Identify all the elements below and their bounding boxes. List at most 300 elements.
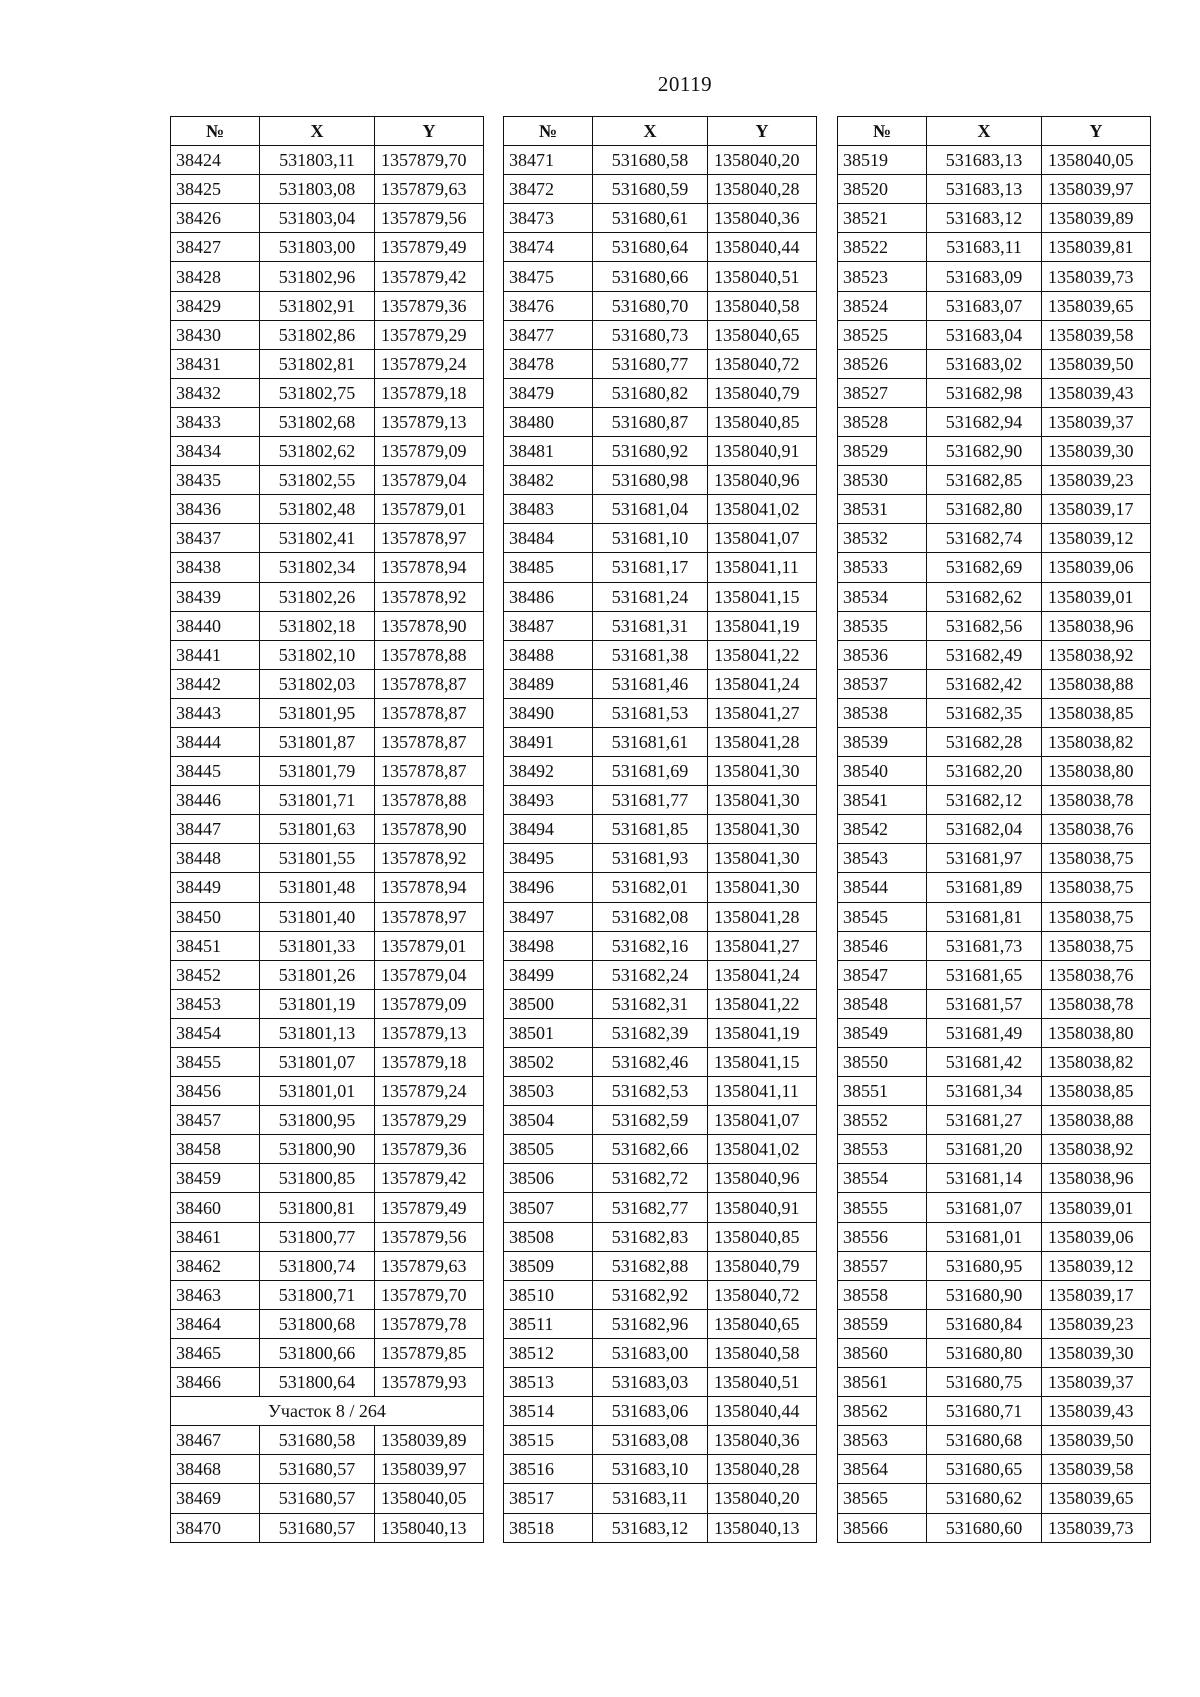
point-number-cell: 38490 <box>504 698 593 727</box>
table-row <box>504 524 817 553</box>
x-coordinate-cell: 531681,38 <box>593 640 708 669</box>
y-coordinate-cell: 1358040,72 <box>708 1280 817 1309</box>
y-coordinate-cell: 1357878,92 <box>375 582 484 611</box>
y-coordinate-cell: 1358039,73 <box>1042 1513 1151 1542</box>
table-row <box>838 437 1151 466</box>
y-coordinate-cell: 1358041,15 <box>708 1048 817 1077</box>
table-row <box>171 669 484 698</box>
y-coordinate-cell: 1358041,28 <box>708 902 817 931</box>
y-coordinate-cell: 1357878,87 <box>375 727 484 756</box>
table-row <box>838 1309 1151 1338</box>
point-number-cell: 38518 <box>504 1513 593 1542</box>
x-coordinate-cell: 531680,58 <box>593 146 708 175</box>
x-coordinate-cell: 531801,07 <box>260 1048 375 1077</box>
y-coordinate-cell: 1357878,90 <box>375 815 484 844</box>
table-row <box>504 1309 817 1338</box>
point-number-cell: 38532 <box>838 524 927 553</box>
point-number-cell: 38556 <box>838 1222 927 1251</box>
table-row <box>838 553 1151 582</box>
x-coordinate-cell: 531680,70 <box>593 291 708 320</box>
point-number-cell: 38481 <box>504 437 593 466</box>
point-number-cell: 38536 <box>838 640 927 669</box>
y-coordinate-cell: 1358040,91 <box>708 1193 817 1222</box>
y-coordinate-cell: 1357879,49 <box>375 1193 484 1222</box>
point-number-cell: 38467 <box>171 1426 260 1455</box>
point-number-cell: 38465 <box>171 1338 260 1367</box>
x-coordinate-cell: 531681,01 <box>927 1222 1042 1251</box>
point-number-cell: 38566 <box>838 1513 927 1542</box>
y-coordinate-cell: 1358039,30 <box>1042 437 1151 466</box>
y-coordinate-cell: 1358039,17 <box>1042 495 1151 524</box>
table-row <box>838 291 1151 320</box>
column-header-y: Y <box>708 117 817 146</box>
y-coordinate-cell: 1357879,78 <box>375 1309 484 1338</box>
table-row <box>504 1426 817 1455</box>
x-coordinate-cell: 531683,09 <box>927 262 1042 291</box>
y-coordinate-cell: 1358038,78 <box>1042 989 1151 1018</box>
y-coordinate-cell: 1357879,29 <box>375 1106 484 1135</box>
table-row <box>171 1164 484 1193</box>
point-number-cell: 38440 <box>171 611 260 640</box>
x-coordinate-cell: 531681,07 <box>927 1193 1042 1222</box>
y-coordinate-cell: 1358039,97 <box>375 1455 484 1484</box>
x-coordinate-cell: 531680,71 <box>927 1397 1042 1426</box>
x-coordinate-cell: 531680,95 <box>927 1251 1042 1280</box>
point-number-cell: 38526 <box>838 349 927 378</box>
x-coordinate-cell: 531802,41 <box>260 524 375 553</box>
point-number-cell: 38512 <box>504 1338 593 1367</box>
x-coordinate-cell: 531801,71 <box>260 786 375 815</box>
y-coordinate-cell: 1358040,58 <box>708 1338 817 1367</box>
point-number-cell: 38509 <box>504 1251 593 1280</box>
point-number-cell: 38555 <box>838 1193 927 1222</box>
table-row <box>838 524 1151 553</box>
point-number-cell: 38456 <box>171 1077 260 1106</box>
point-number-cell: 38511 <box>504 1309 593 1338</box>
table-row <box>504 902 817 931</box>
table-row <box>504 873 817 902</box>
x-coordinate-cell: 531801,79 <box>260 757 375 786</box>
x-coordinate-cell: 531682,24 <box>593 960 708 989</box>
x-coordinate-cell: 531680,92 <box>593 437 708 466</box>
y-coordinate-cell: 1358040,44 <box>708 1397 817 1426</box>
point-number-cell: 38492 <box>504 757 593 786</box>
x-coordinate-cell: 531682,96 <box>593 1309 708 1338</box>
y-coordinate-cell: 1358038,88 <box>1042 1106 1151 1135</box>
y-coordinate-cell: 1358039,50 <box>1042 349 1151 378</box>
y-coordinate-cell: 1357878,88 <box>375 786 484 815</box>
table-row <box>838 466 1151 495</box>
x-coordinate-cell: 531681,46 <box>593 669 708 698</box>
point-number-cell: 38507 <box>504 1193 593 1222</box>
x-coordinate-cell: 531680,87 <box>593 407 708 436</box>
x-coordinate-cell: 531802,18 <box>260 611 375 640</box>
point-number-cell: 38487 <box>504 611 593 640</box>
y-coordinate-cell: 1357879,63 <box>375 175 484 204</box>
table-row <box>171 320 484 349</box>
x-coordinate-cell: 531680,75 <box>927 1368 1042 1397</box>
table-row <box>504 582 817 611</box>
point-number-cell: 38460 <box>171 1193 260 1222</box>
table-row <box>504 1368 817 1397</box>
y-coordinate-cell: 1357879,24 <box>375 349 484 378</box>
x-coordinate-cell: 531680,98 <box>593 466 708 495</box>
point-number-cell: 38461 <box>171 1222 260 1251</box>
table-row <box>838 727 1151 756</box>
point-number-cell: 38540 <box>838 757 927 786</box>
table-row <box>171 524 484 553</box>
x-coordinate-cell: 531801,55 <box>260 844 375 873</box>
y-coordinate-cell: 1358040,05 <box>375 1484 484 1513</box>
table-row <box>504 1018 817 1047</box>
table-row <box>838 1368 1151 1397</box>
point-number-cell: 38502 <box>504 1048 593 1077</box>
table-row <box>504 1251 817 1280</box>
y-coordinate-cell: 1357879,01 <box>375 495 484 524</box>
x-coordinate-cell: 531683,13 <box>927 146 1042 175</box>
table-row <box>838 1077 1151 1106</box>
x-coordinate-cell: 531682,62 <box>927 582 1042 611</box>
y-coordinate-cell: 1357878,90 <box>375 611 484 640</box>
point-number-cell: 38548 <box>838 989 927 1018</box>
x-coordinate-cell: 531682,01 <box>593 873 708 902</box>
table-row <box>838 582 1151 611</box>
column-header-number: № <box>504 117 593 146</box>
y-coordinate-cell: 1358038,92 <box>1042 1135 1151 1164</box>
x-coordinate-cell: 531680,84 <box>927 1309 1042 1338</box>
y-coordinate-cell: 1357879,36 <box>375 291 484 320</box>
x-coordinate-cell: 531683,10 <box>593 1455 708 1484</box>
table-row <box>504 1397 817 1426</box>
y-coordinate-cell: 1358039,01 <box>1042 582 1151 611</box>
table-row <box>171 1338 484 1367</box>
point-number-cell: 38539 <box>838 727 927 756</box>
point-number-cell: 38457 <box>171 1106 260 1135</box>
point-number-cell: 38438 <box>171 553 260 582</box>
y-coordinate-cell: 1358041,27 <box>708 698 817 727</box>
x-coordinate-cell: 531682,80 <box>927 495 1042 524</box>
table-row <box>171 611 484 640</box>
x-coordinate-cell: 531682,94 <box>927 407 1042 436</box>
y-coordinate-cell: 1357879,04 <box>375 466 484 495</box>
point-number-cell: 38553 <box>838 1135 927 1164</box>
table-row <box>838 1455 1151 1484</box>
y-coordinate-cell: 1358039,97 <box>1042 175 1151 204</box>
point-number-cell: 38454 <box>171 1018 260 1047</box>
x-coordinate-cell: 531802,03 <box>260 669 375 698</box>
y-coordinate-cell: 1358038,76 <box>1042 815 1151 844</box>
x-coordinate-cell: 531682,12 <box>927 786 1042 815</box>
point-number-cell: 38546 <box>838 931 927 960</box>
x-coordinate-cell: 531682,85 <box>927 466 1042 495</box>
header-row <box>171 117 484 146</box>
x-coordinate-cell: 531801,13 <box>260 1018 375 1047</box>
y-coordinate-cell: 1358041,02 <box>708 1135 817 1164</box>
y-coordinate-cell: 1358039,06 <box>1042 1222 1151 1251</box>
x-coordinate-cell: 531681,73 <box>927 931 1042 960</box>
point-number-cell: 38559 <box>838 1309 927 1338</box>
table-row <box>504 757 817 786</box>
x-coordinate-cell: 531680,59 <box>593 175 708 204</box>
table-row <box>171 407 484 436</box>
point-number-cell: 38543 <box>838 844 927 873</box>
y-coordinate-cell: 1357879,85 <box>375 1338 484 1367</box>
table-row <box>838 1397 1151 1426</box>
y-coordinate-cell: 1358041,02 <box>708 495 817 524</box>
table-row <box>838 815 1151 844</box>
y-coordinate-cell: 1358038,75 <box>1042 902 1151 931</box>
y-coordinate-cell: 1358040,13 <box>708 1513 817 1542</box>
point-number-cell: 38473 <box>504 204 593 233</box>
table-row <box>504 1338 817 1367</box>
point-number-cell: 38562 <box>838 1397 927 1426</box>
point-number-cell: 38485 <box>504 553 593 582</box>
table-row <box>171 378 484 407</box>
y-coordinate-cell: 1357879,70 <box>375 1280 484 1309</box>
point-number-cell: 38424 <box>171 146 260 175</box>
table-row <box>838 931 1151 960</box>
point-number-cell: 38496 <box>504 873 593 902</box>
table-row <box>504 727 817 756</box>
x-coordinate-cell: 531680,58 <box>260 1426 375 1455</box>
point-number-cell: 38470 <box>171 1513 260 1542</box>
x-coordinate-cell: 531680,73 <box>593 320 708 349</box>
y-coordinate-cell: 1357879,42 <box>375 1164 484 1193</box>
y-coordinate-cell: 1358040,72 <box>708 349 817 378</box>
point-number-cell: 38493 <box>504 786 593 815</box>
table-row <box>838 407 1151 436</box>
point-number-cell: 38469 <box>171 1484 260 1513</box>
point-number-cell: 38552 <box>838 1106 927 1135</box>
column-header-y: Y <box>1042 117 1151 146</box>
x-coordinate-cell: 531682,98 <box>927 378 1042 407</box>
x-coordinate-cell: 531681,89 <box>927 873 1042 902</box>
x-coordinate-cell: 531681,65 <box>927 960 1042 989</box>
point-number-cell: 38510 <box>504 1280 593 1309</box>
x-coordinate-cell: 531802,55 <box>260 466 375 495</box>
x-coordinate-cell: 531680,77 <box>593 349 708 378</box>
point-number-cell: 38484 <box>504 524 593 553</box>
y-coordinate-cell: 1357879,70 <box>375 146 484 175</box>
x-coordinate-cell: 531683,08 <box>593 1426 708 1455</box>
point-number-cell: 38479 <box>504 378 593 407</box>
y-coordinate-cell: 1358038,82 <box>1042 1048 1151 1077</box>
y-coordinate-cell: 1358041,15 <box>708 582 817 611</box>
point-number-cell: 38500 <box>504 989 593 1018</box>
point-number-cell: 38520 <box>838 175 927 204</box>
x-coordinate-cell: 531682,74 <box>927 524 1042 553</box>
column-header-y: Y <box>375 117 484 146</box>
y-coordinate-cell: 1357878,87 <box>375 698 484 727</box>
y-coordinate-cell: 1358041,24 <box>708 960 817 989</box>
table-row <box>171 349 484 378</box>
point-number-cell: 38430 <box>171 320 260 349</box>
table-row <box>838 146 1151 175</box>
table-row <box>171 553 484 582</box>
section-label: Участок 8 / 264 <box>171 1397 484 1426</box>
point-number-cell: 38516 <box>504 1455 593 1484</box>
x-coordinate-cell: 531803,08 <box>260 175 375 204</box>
point-number-cell: 38447 <box>171 815 260 844</box>
table-row <box>838 495 1151 524</box>
point-number-cell: 38544 <box>838 873 927 902</box>
point-number-cell: 38521 <box>838 204 927 233</box>
coordinates-table-3 <box>837 116 1151 1543</box>
x-coordinate-cell: 531800,68 <box>260 1309 375 1338</box>
x-coordinate-cell: 531681,42 <box>927 1048 1042 1077</box>
table-row <box>504 320 817 349</box>
y-coordinate-cell: 1358039,58 <box>1042 320 1151 349</box>
y-coordinate-cell: 1357879,42 <box>375 262 484 291</box>
x-coordinate-cell: 531681,10 <box>593 524 708 553</box>
table-row <box>838 1048 1151 1077</box>
y-coordinate-cell: 1358039,30 <box>1042 1338 1151 1367</box>
x-coordinate-cell: 531682,90 <box>927 437 1042 466</box>
y-coordinate-cell: 1358041,22 <box>708 640 817 669</box>
table-row <box>504 1048 817 1077</box>
point-number-cell: 38458 <box>171 1135 260 1164</box>
point-number-cell: 38445 <box>171 757 260 786</box>
table-row <box>504 1077 817 1106</box>
point-number-cell: 38537 <box>838 669 927 698</box>
y-coordinate-cell: 1358038,88 <box>1042 669 1151 698</box>
point-number-cell: 38514 <box>504 1397 593 1426</box>
x-coordinate-cell: 531680,57 <box>260 1484 375 1513</box>
x-coordinate-cell: 531802,96 <box>260 262 375 291</box>
table-row <box>171 1484 484 1513</box>
y-coordinate-cell: 1358038,80 <box>1042 757 1151 786</box>
x-coordinate-cell: 531682,20 <box>927 757 1042 786</box>
x-coordinate-cell: 531802,34 <box>260 553 375 582</box>
x-coordinate-cell: 531681,20 <box>927 1135 1042 1164</box>
table-row <box>838 960 1151 989</box>
point-number-cell: 38463 <box>171 1280 260 1309</box>
x-coordinate-cell: 531682,92 <box>593 1280 708 1309</box>
x-coordinate-cell: 531802,91 <box>260 291 375 320</box>
table-row <box>504 553 817 582</box>
table-row <box>171 262 484 291</box>
y-coordinate-cell: 1358040,51 <box>708 262 817 291</box>
table-row <box>171 757 484 786</box>
point-number-cell: 38476 <box>504 291 593 320</box>
table-row <box>171 1426 484 1455</box>
column-header-number: № <box>171 117 260 146</box>
x-coordinate-cell: 531802,81 <box>260 349 375 378</box>
y-coordinate-cell: 1358039,43 <box>1042 378 1151 407</box>
x-coordinate-cell: 531800,74 <box>260 1251 375 1280</box>
x-coordinate-cell: 531680,62 <box>927 1484 1042 1513</box>
y-coordinate-cell: 1358041,30 <box>708 815 817 844</box>
x-coordinate-cell: 531801,19 <box>260 989 375 1018</box>
table-row <box>504 815 817 844</box>
point-number-cell: 38442 <box>171 669 260 698</box>
point-number-cell: 38455 <box>171 1048 260 1077</box>
point-number-cell: 38503 <box>504 1077 593 1106</box>
x-coordinate-cell: 531682,56 <box>927 611 1042 640</box>
table-row <box>171 495 484 524</box>
header-row <box>838 117 1151 146</box>
x-coordinate-cell: 531682,69 <box>927 553 1042 582</box>
point-number-cell: 38443 <box>171 698 260 727</box>
point-number-cell: 38450 <box>171 902 260 931</box>
point-number-cell: 38515 <box>504 1426 593 1455</box>
y-coordinate-cell: 1358039,50 <box>1042 1426 1151 1455</box>
y-coordinate-cell: 1358041,07 <box>708 1106 817 1135</box>
x-coordinate-cell: 531682,72 <box>593 1164 708 1193</box>
x-coordinate-cell: 531800,95 <box>260 1106 375 1135</box>
point-number-cell: 38462 <box>171 1251 260 1280</box>
point-number-cell: 38468 <box>171 1455 260 1484</box>
table-row <box>171 437 484 466</box>
point-number-cell: 38439 <box>171 582 260 611</box>
point-number-cell: 38534 <box>838 582 927 611</box>
point-number-cell: 38475 <box>504 262 593 291</box>
table-row <box>171 582 484 611</box>
point-number-cell: 38531 <box>838 495 927 524</box>
x-coordinate-cell: 531681,53 <box>593 698 708 727</box>
table-row <box>504 1455 817 1484</box>
y-coordinate-cell: 1358039,17 <box>1042 1280 1151 1309</box>
y-coordinate-cell: 1358040,36 <box>708 1426 817 1455</box>
x-coordinate-cell: 531802,26 <box>260 582 375 611</box>
table-row <box>171 960 484 989</box>
table-row <box>838 1338 1151 1367</box>
y-coordinate-cell: 1358041,22 <box>708 989 817 1018</box>
y-coordinate-cell: 1357879,18 <box>375 1048 484 1077</box>
table-row <box>838 1018 1151 1047</box>
y-coordinate-cell: 1357878,92 <box>375 844 484 873</box>
point-number-cell: 38542 <box>838 815 927 844</box>
y-coordinate-cell: 1358039,23 <box>1042 1309 1151 1338</box>
x-coordinate-cell: 531681,34 <box>927 1077 1042 1106</box>
point-number-cell: 38494 <box>504 815 593 844</box>
table-row <box>838 1426 1151 1455</box>
x-coordinate-cell: 531681,81 <box>927 902 1042 931</box>
y-coordinate-cell: 1358040,05 <box>1042 146 1151 175</box>
table-row <box>504 291 817 320</box>
point-number-cell: 38565 <box>838 1484 927 1513</box>
x-coordinate-cell: 531681,57 <box>927 989 1042 1018</box>
y-coordinate-cell: 1357879,56 <box>375 1222 484 1251</box>
y-coordinate-cell: 1358040,85 <box>708 1222 817 1251</box>
table-row <box>838 757 1151 786</box>
table-row <box>171 873 484 902</box>
table-row <box>504 437 817 466</box>
table-row <box>171 1368 484 1397</box>
table-row <box>504 931 817 960</box>
point-number-cell: 38541 <box>838 786 927 815</box>
point-number-cell: 38533 <box>838 553 927 582</box>
point-number-cell: 38486 <box>504 582 593 611</box>
x-coordinate-cell: 531801,26 <box>260 960 375 989</box>
point-number-cell: 38504 <box>504 1106 593 1135</box>
point-number-cell: 38508 <box>504 1222 593 1251</box>
table-row <box>171 1309 484 1338</box>
table-row <box>171 175 484 204</box>
point-number-cell: 38551 <box>838 1077 927 1106</box>
point-number-cell: 38538 <box>838 698 927 727</box>
table-row <box>838 349 1151 378</box>
x-coordinate-cell: 531801,01 <box>260 1077 375 1106</box>
x-coordinate-cell: 531682,88 <box>593 1251 708 1280</box>
table-row <box>171 1106 484 1135</box>
y-coordinate-cell: 1358038,82 <box>1042 727 1151 756</box>
y-coordinate-cell: 1358039,65 <box>1042 291 1151 320</box>
y-coordinate-cell: 1358040,65 <box>708 1309 817 1338</box>
x-coordinate-cell: 531680,66 <box>593 262 708 291</box>
table-row <box>838 786 1151 815</box>
table-row <box>838 1222 1151 1251</box>
